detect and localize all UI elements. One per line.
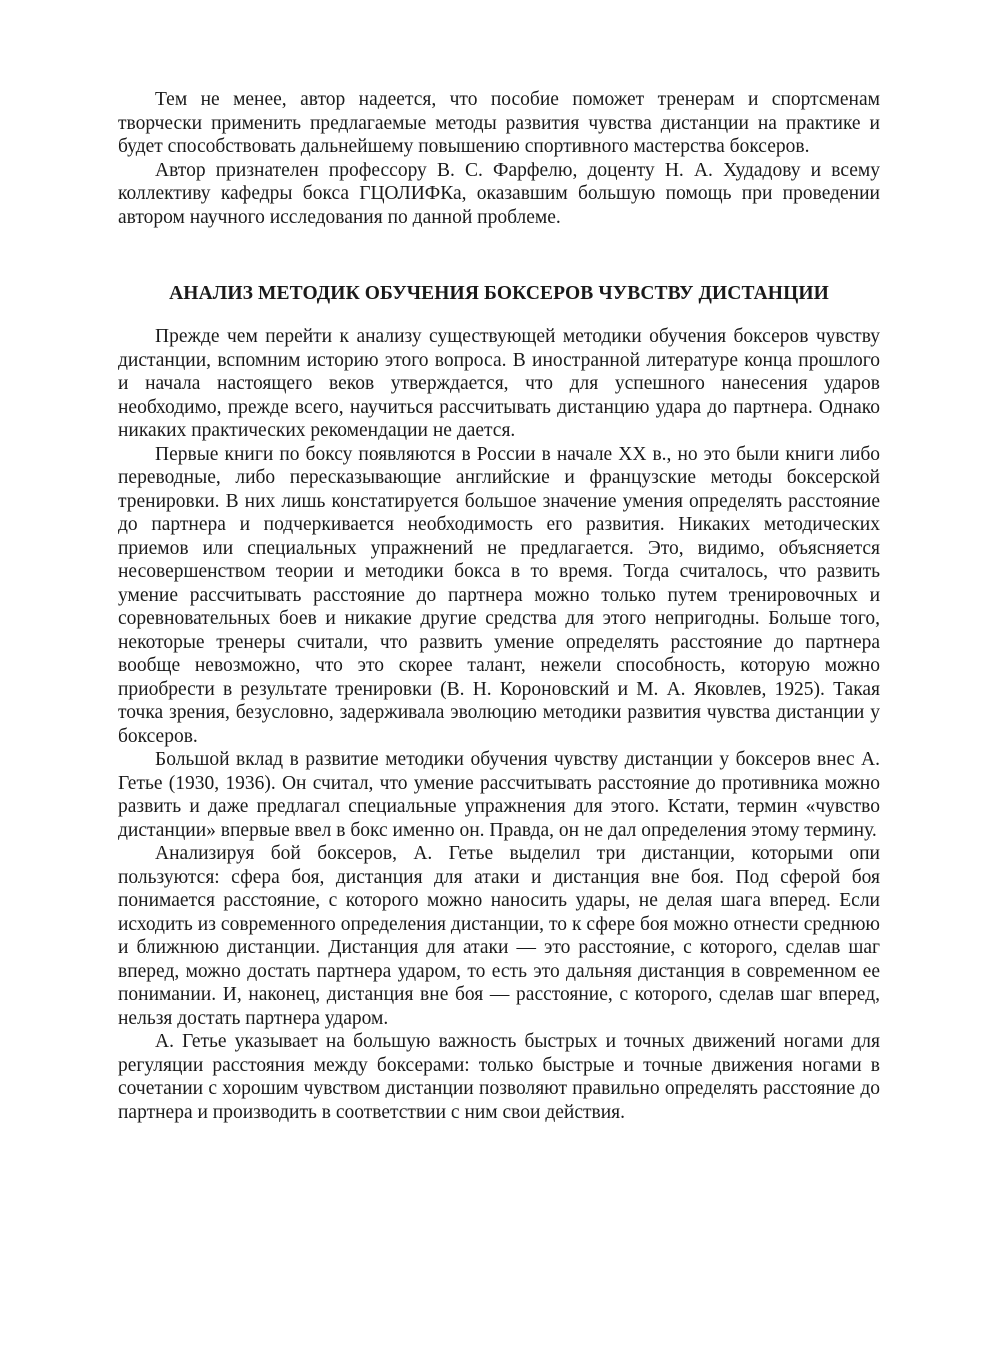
body-paragraph: Прежде чем перейти к анализу существующей методики обучения боксеров чувству дистанции, вспомним историю этого вопроса. В иностранной литературе конца прошлого и начала настоящего веков утверждается, что для успешного нанесения ударов необходимо, прежде всего, научиться рассчитывать дистанцию удара до партнера. Однако никаких практических рекомендации не дается.: [118, 326, 880, 441]
document-page: [118, 88, 880, 1124]
body-paragraph: Большой вклад в развитие методики обучения чувству дистанции у боксеров внес А. Гетье (1930, 1936). Он считал, что умение рассчитывать расстояние до противника можно развить и даже предлагал специальные упражнения для этого. Кстати, термин «чувство дистанции» впервые ввел в бокс именно он. Правда, он не дал определения этому термину.: [118, 749, 880, 841]
acknowledgement-paragraph: Автор признателен профессору В. С. Фарфелю, доценту Н. А. Худадову и всему коллективу кафедры бокса ГЦОЛИФКа, оказавшим большую помощь при проведении автором научного исследования по данной проблеме.: [118, 159, 880, 228]
intro-paragraph: Тем не менее, автор надеется, что пособие поможет тренерам и спортсменам творчески применить предлагаемые методы развития чувства дистанции на практике и будет способствовать дальнейшему повышению спортивного мастерства боксеров.: [118, 89, 880, 157]
body-paragraph: Анализируя бой боксеров, А. Гетье выделил три дистанции, которыми опи пользуются: сфера боя, дистанция для атаки и дистанция вне боя. Под сферой боя понимается расстояние, с которого можно наносить удары, не делая шага вперед. Если исходить из современного определения дистанции, то к сфере боя можно отнести среднюю и ближнюю дистанции. Дистанция для атаки — это расстояние, с которого, сделав шаг вперед, можно достать партнера ударом, то есть это дальняя дистанция в современном ее понимании. И, наконец, дистанция вне боя — расстояние, с которого, сделав шаг вперед, нельзя достать партнера ударом.: [118, 843, 880, 1029]
section-heading: АНАЛИЗ МЕТОДИК ОБУЧЕНИЯ БОКСЕРОВ ЧУВСТВУ ДИСТАНЦИИ: [169, 283, 829, 304]
body-paragraph: Первые книги по боксу появляются в России в начале XX в., но это были книги либо переводные, либо пересказывающие английские и французские методы боксерской тренировки. В них лишь констатируется большое значение умения определять расстояние до партнера и подчеркивается необходимость его развития. Никаких методических приемов или специальных упражнений не предлагается. Это, видимо, объясняется несовершенством теории и методики бокса в то время. Тогда считалось, что развить умение рассчитывать расстояние до партнера можно только путем тренировочных и соревновательных боев и никакие другие средства для этого непригодны. Больше того, некоторые тренеры считали, что развить умение определять расстояние до партнера вообще невозможно, что это скорее талант, нежели способность, которую можно приобрести в результате тренировки (В. Н. Короновский и М. А. Яковлев, 1925). Такая точка зрения, безусловно, задерживала эволюцию методики развития чувства дистанции у боксеров.: [118, 443, 880, 747]
body-paragraph: А. Гетье указывает на большую важность быстрых и точных движений ногами для регуляции расстояния между боксерами: только быстрые и точные движения ногами в сочетании с хорошим чувством дистанции позволяют правильно определять расстояние до партнера и производить в соответствии с ним свои действия.: [118, 1031, 880, 1123]
